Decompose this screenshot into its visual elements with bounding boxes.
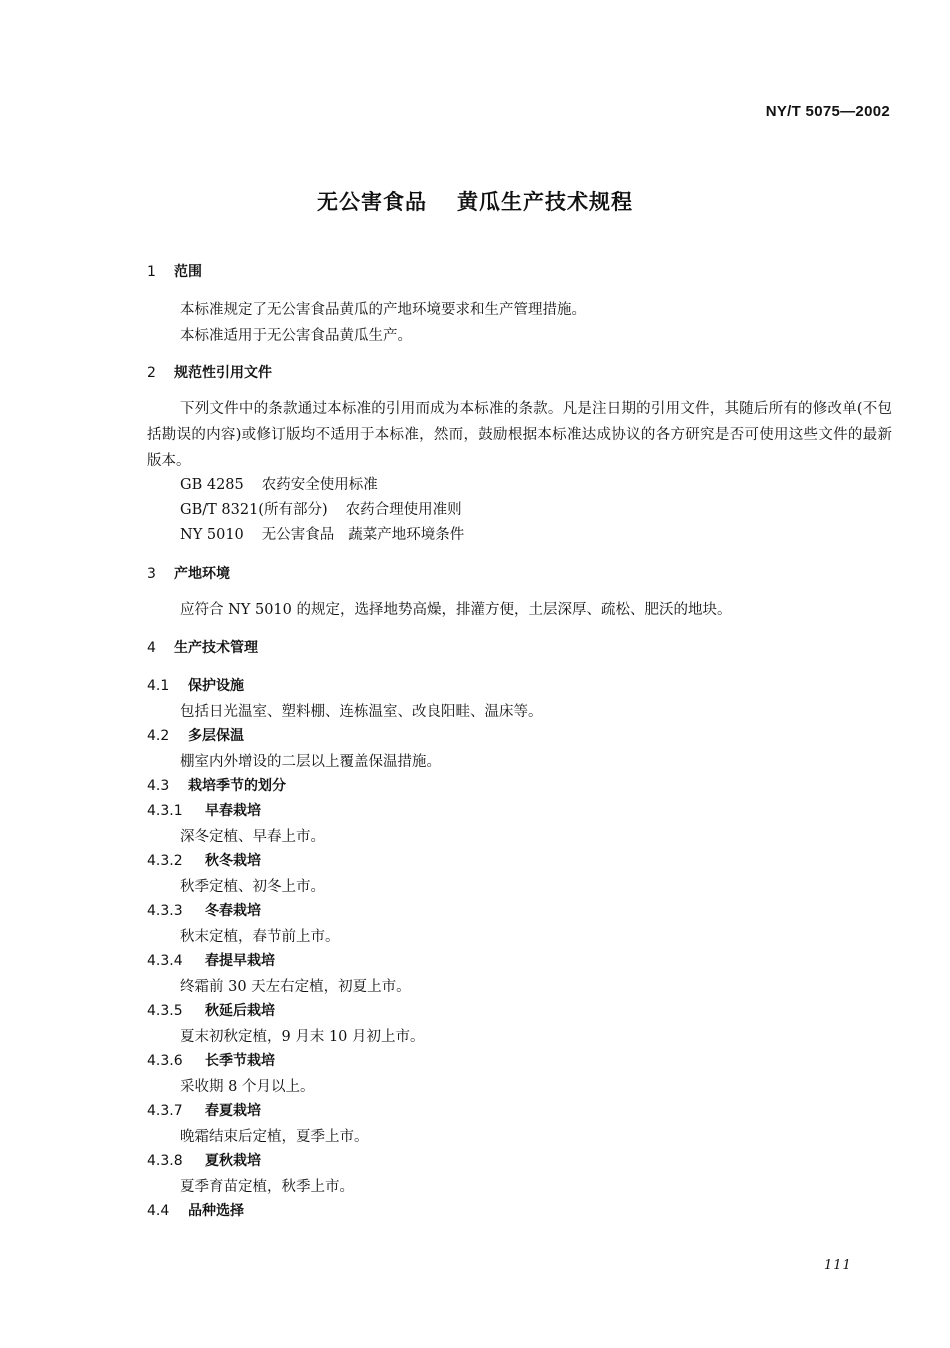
section-4-3-7-text: 晚霜结束后定植，夏季上市。 <box>180 1129 369 1145</box>
section-4-3-8-heading: 4.3.8 夏秋栽培 <box>147 1153 261 1169</box>
section-4-3-3-heading: 4.3.3 冬春栽培 <box>147 903 261 919</box>
section-4-heading: 4 生产技术管理 <box>147 640 258 656</box>
section-4-3-1-heading: 4.3.1 早春栽培 <box>147 803 261 819</box>
title-part2: 黄瓜生产技术规程 <box>457 190 633 214</box>
section-4-3-5-heading: 4.3.5 秋延后栽培 <box>147 1003 275 1019</box>
title-part1: 无公害食品 <box>317 190 427 214</box>
section-1-line-1: 本标准规定了无公害食品黄瓜的产地环境要求和生产管理措施。 <box>180 302 586 318</box>
section-4-3-6-text: 采收期 8 个月以上。 <box>180 1079 315 1095</box>
section-4-3-4-heading: 4.3.4 春提早栽培 <box>147 953 275 969</box>
section-2-heading: 2 规范性引用文件 <box>147 365 272 381</box>
section-4-3-2-heading: 4.3.2 秋冬栽培 <box>147 853 261 869</box>
section-1-line-2: 本标准适用于无公害食品黄瓜生产。 <box>180 328 412 344</box>
section-4-3-4-text: 终霜前 30 天左右定植，初夏上市。 <box>180 979 411 995</box>
section-2-intro: 下列文件中的条款通过本标准的引用而成为本标准的条款。凡是注日期的引用文件，其随后所有的修改单(不包括勘误的内容)或修订版均不适用于本标准，然而，鼓励根据本标准达成协议的各方研究是否可使用这些文件的最新版本。 <box>147 401 892 469</box>
section-4-3-1-text: 深冬定植、早春上市。 <box>180 829 325 845</box>
standard-code: NY/T 5075—2002 <box>765 103 890 120</box>
section-4-3-8-text: 夏季育苗定植，秋季上市。 <box>180 1179 354 1195</box>
page-number: 111 <box>824 1258 852 1273</box>
section-4-3-7-heading: 4.3.7 春夏栽培 <box>147 1103 261 1119</box>
section-4-3-3-text: 秋末定植，春节前上市。 <box>180 929 340 945</box>
section-4-2-text: 棚室内外增设的二层以上覆盖保温措施。 <box>180 754 441 770</box>
section-4-3-2-text: 秋季定植、初冬上市。 <box>180 879 325 895</box>
section-4-4-heading: 4.4 品种选择 <box>147 1203 244 1219</box>
section-4-1-text: 包括日光温室、塑料棚、连栋温室、改良阳畦、温床等。 <box>180 704 543 720</box>
section-4-2-heading: 4.2 多层保温 <box>147 728 244 744</box>
section-3-text: 应符合 NY 5010 的规定，选择地势高燥，排灌方便，土层深厚、疏松、肥沃的地块。 <box>180 602 732 618</box>
reference-item: GB/T 8321(所有部分) 农药合理使用准则 <box>180 502 462 518</box>
reference-item: GB 4285 农药安全使用标准 <box>180 477 378 493</box>
section-4-3-5-text: 夏末初秋定植，9 月末 10 月初上市。 <box>180 1029 425 1045</box>
section-4-3-heading: 4.3 栽培季节的划分 <box>147 778 286 794</box>
section-1-heading: 1 范围 <box>147 264 202 280</box>
section-4-1-heading: 4.1 保护设施 <box>147 678 244 694</box>
document-title <box>0 186 950 216</box>
section-4-3-6-heading: 4.3.6 长季节栽培 <box>147 1053 275 1069</box>
reference-item: NY 5010 无公害食品 蔬菜产地环境条件 <box>180 527 465 543</box>
section-3-heading: 3 产地环境 <box>147 566 230 582</box>
